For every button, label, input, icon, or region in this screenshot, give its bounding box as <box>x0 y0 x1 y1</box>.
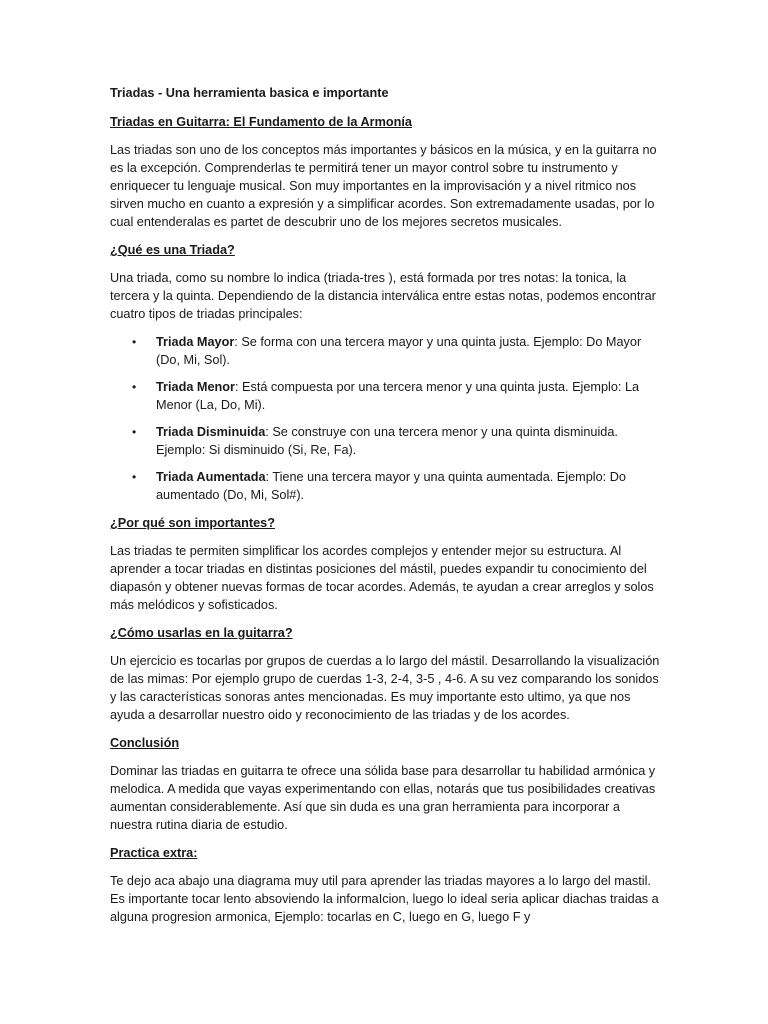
triad-types-list <box>110 333 662 504</box>
bullet-icon: • <box>132 425 137 439</box>
section-paragraph-conclusion: Dominar las triadas en guitarra te ofrece una sólida base para desarrollar tu habilidad armónica y melodica. A medida que vayas experimentando con ellas, notarás que tus posibilidades creativas aumentan considerablemente. Así que sin duda es una gran herramienta para incorporar a nuestra rutina diaria de estudio. <box>110 764 656 832</box>
list-item-term: Triada Aumentada <box>156 470 266 484</box>
list-item-term: Triada Disminuida <box>156 425 266 439</box>
list-item-text: : Tiene una tercera mayor y una quinta aumentada. Ejemplo: Do aumentado (Do, Mi, Sol#). <box>156 470 626 502</box>
bullet-icon: • <box>132 380 137 394</box>
list-item-term: Triada Menor <box>156 380 235 394</box>
bullet-icon: • <box>132 470 137 484</box>
section-heading-que-es: ¿Qué es una Triada? <box>110 243 235 257</box>
intro-paragraph: Las triadas son uno de los conceptos más importantes y básicos en la música, y en la guitarra no es la excepción. Comprenderlas te permitirá tener un mayor control sobre tu instrumento y enriquecer tu lenguaje musical. Son muy importantes en la improvisación y a nivel ritmico nos sirven mucho en cuanto a expresión y a simplificar acordes. Son extremadamente usadas, por lo cual entenderalas es partet de descubrir uno de los mejores secretos musicales. <box>110 143 657 229</box>
document-page <box>110 84 662 936</box>
list-item-triada-disminuida <box>110 423 662 459</box>
document-title: Triadas - Una herramienta basica e importante <box>110 86 389 100</box>
list-item-triada-aumentada <box>110 468 662 504</box>
list-item-term: Triada Mayor <box>156 335 235 349</box>
list-item-text: : Se forma con una tercera mayor y una quinta justa. Ejemplo: Do Mayor (Do, Mi, Sol). <box>156 335 642 367</box>
bullet-icon: • <box>132 335 137 349</box>
document-subtitle: Triadas en Guitarra: El Fundamento de la Armonía <box>110 115 412 129</box>
section-paragraph-por-que: Las triadas te permiten simplificar los acordes complejos y entender mejor su estructura. Al aprender a tocar triadas en distintas posiciones del mástil, puedes expandir tu conocimiento del diapasón y obtener nuevas formas de tocar acordes. Además, te ayudan a crear arreglos y solos más melódicos y sofisticados. <box>110 544 654 612</box>
list-item-triada-mayor <box>110 333 662 369</box>
section-heading-practica-extra: Practica extra: <box>110 846 198 860</box>
list-item-text: : Está compuesta por una tercera menor y una quinta justa. Ejemplo: La Menor (La, Do, Mi). <box>156 380 640 412</box>
section-heading-conclusion: Conclusión <box>110 736 180 750</box>
section-paragraph-practica-extra: Te dejo aca abajo una diagrama muy util para aprender las triadas mayores a lo largo del mastil. Es importante tocar lento absoviendo la informaIcion, luego lo ideal seria aplicar diachas traidas a alguna progresion armonica, Ejemplo: tocarlas en C, luego en G, luego F y <box>110 874 659 924</box>
list-item-text: : Se construye con una tercera menor y una quinta disminuida. Ejemplo: Si disminuido (Si, Re, Fa). <box>156 425 618 457</box>
section-paragraph-como-usarlas: Un ejercicio es tocarlas por grupos de cuerdas a lo largo del mástil. Desarrollando la visualización de las mimas: Por ejemplo grupo de cuerdas 1-3, 2-4, 3-5 , 4-6. A su vez comparando los sonidos y las características sonoras antes mencionadas. Es muy importante esto ultimo, ya que nos ayuda a desarrollar nuestro oido y reconocimiento de las triadas y de los acordes. <box>110 654 660 722</box>
list-item-triada-menor <box>110 378 662 414</box>
section-paragraph-que-es: Una triada, como su nombre lo indica (triada-tres ), está formada por tres notas: la tonica, la tercera y la quinta. Dependiendo de la distancia interválica entre estas notas, podemos encontrar cuatro tipos de triadas principales: <box>110 271 656 321</box>
section-heading-por-que: ¿Por qué son importantes? <box>110 516 275 530</box>
section-heading-como-usarlas: ¿Cómo usarlas en la guitarra? <box>110 626 293 640</box>
